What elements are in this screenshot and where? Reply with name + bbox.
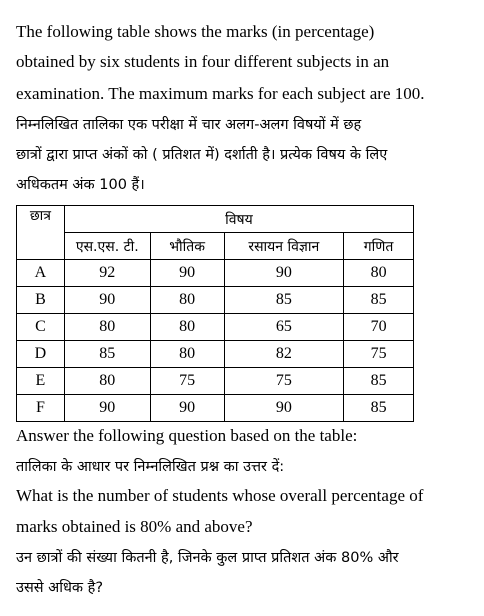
instruction-en: Answer the following question based on the table:: [16, 426, 358, 445]
mark-cell: 70: [344, 314, 414, 341]
question-hi-line-1: उन छात्रों की संख्या कितनी है, जिनके कुल प्राप्त प्रतिशत अंक 80% और: [16, 550, 399, 566]
mark-cell: 90: [64, 395, 150, 422]
student-cell: C: [17, 314, 65, 341]
column-header-sst: एस.एस. टी.: [64, 233, 150, 260]
mark-cell: 92: [64, 260, 150, 287]
intro-en-line-1: The following table shows the marks (in percentage): [16, 22, 375, 41]
mark-cell: 65: [224, 314, 344, 341]
mark-cell: 90: [224, 260, 344, 287]
mark-cell: 90: [150, 260, 224, 287]
mark-cell: 75: [150, 368, 224, 395]
intro-hi-line-2: छात्रों द्वारा प्राप्त अंकों को ( प्रतिशत में) दर्शाती है। प्रत्येक विषय के लिए: [16, 147, 388, 163]
mark-cell: 85: [344, 395, 414, 422]
student-column-header: छात्र: [17, 206, 65, 260]
mark-cell: 82: [224, 341, 344, 368]
intro-hi-line-3: अधिकतम अंक 100 हैं।: [16, 177, 145, 193]
intro-hi-line-1: निम्नलिखित तालिका एक परीक्षा में चार अलग-अलग विषयों में छह: [16, 117, 362, 133]
mark-cell: 80: [150, 314, 224, 341]
intro-en-line-2: obtained by six students in four different subjects in an: [16, 52, 390, 71]
marks-table: [16, 205, 414, 422]
mark-cell: 85: [224, 287, 344, 314]
table-row: [17, 368, 414, 395]
column-header-physics: भौतिक: [150, 233, 224, 260]
column-header-maths: गणित: [344, 233, 414, 260]
subject-group-header: विषय: [64, 206, 413, 233]
mark-cell: 85: [64, 341, 150, 368]
table-row: [17, 395, 414, 422]
table-row: [17, 287, 414, 314]
mark-cell: 90: [64, 287, 150, 314]
mark-cell: 80: [64, 368, 150, 395]
mark-cell: 85: [344, 368, 414, 395]
instruction-hi: तालिका के आधार पर निम्नलिखित प्रश्न का उत्तर दें:: [16, 459, 285, 475]
student-cell: A: [17, 260, 65, 287]
table-row: [17, 314, 414, 341]
student-cell: D: [17, 341, 65, 368]
mark-cell: 90: [224, 395, 344, 422]
table-row: [17, 341, 414, 368]
mark-cell: 90: [150, 395, 224, 422]
mark-cell: 80: [344, 260, 414, 287]
student-cell: E: [17, 368, 65, 395]
table-row: [17, 260, 414, 287]
table-group-header-row: [17, 206, 414, 233]
question-en-line-2: marks obtained is 80% and above?: [16, 517, 253, 536]
mark-cell: 80: [64, 314, 150, 341]
student-cell: F: [17, 395, 65, 422]
question-hi-line-2: उससे अधिक है?: [16, 580, 104, 596]
question-en-line-1: What is the number of students whose overall percentage of: [16, 486, 424, 505]
intro-en-line-3: examination. The maximum marks for each subject are 100.: [16, 84, 425, 103]
mark-cell: 80: [150, 341, 224, 368]
mark-cell: 80: [150, 287, 224, 314]
mark-cell: 85: [344, 287, 414, 314]
mark-cell: 75: [224, 368, 344, 395]
mark-cell: 75: [344, 341, 414, 368]
table-subject-header-row: [17, 233, 414, 260]
student-cell: B: [17, 287, 65, 314]
column-header-chemistry: रसायन विज्ञान: [224, 233, 344, 260]
